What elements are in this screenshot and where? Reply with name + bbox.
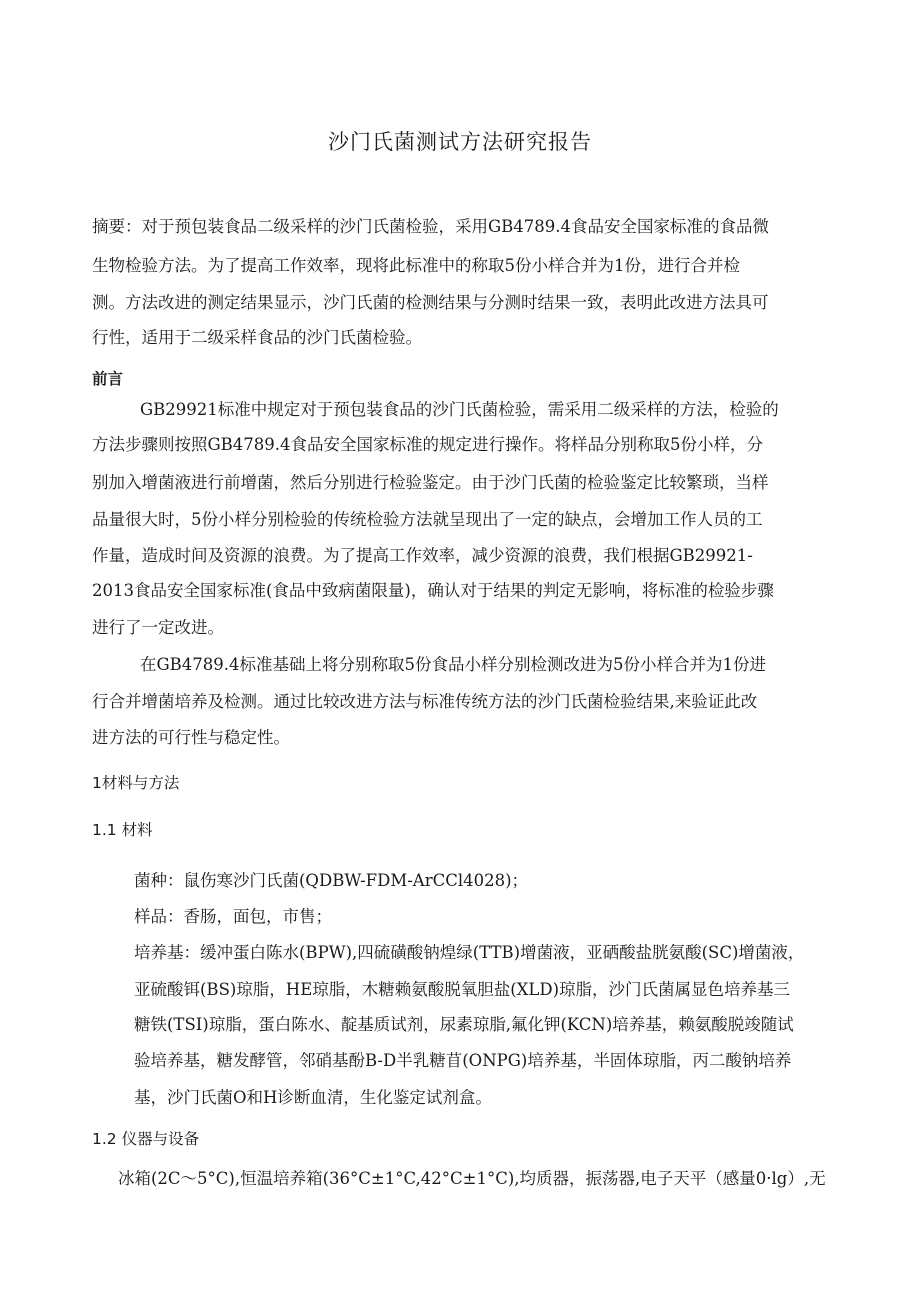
section-heading: 1材料与方法 bbox=[92, 774, 180, 792]
preface-line: 作量，造成时间及资源的浪费。为了提高工作效率，减少资源的浪费，我们根据GB29921- bbox=[92, 546, 753, 565]
abstract-line: 行性，适用于二级采样食品的沙门氏菌检验。 bbox=[92, 328, 422, 347]
preface-line: 行合并增菌培养及检测。通过比较改进方法与标准传统方法的沙门氏菌检验结果,来验证此改 bbox=[92, 692, 758, 711]
preface-line: 2013食品安全国家标准(食品中致病菌限量)，确认对于结果的判定无影响，将标准的检验步骤 bbox=[92, 581, 774, 600]
materials-line: 培养基：缓冲蛋白陈水(BPW),四硫磺酸钠煌绿(TTB)增菌液，亚硒酸盐胱氨酸(SC)增菌液， bbox=[134, 943, 805, 962]
abstract-line: 摘要：对于预包装食品二级采样的沙门氏菌检验，采用GB4789.4食品安全国家标准的食品微 bbox=[92, 217, 770, 236]
subsection-heading: 1.2 仪器与设备 bbox=[92, 1130, 200, 1148]
materials-line: 基，沙门氏菌O和H诊断血清，生化鉴定试剂盒。 bbox=[134, 1088, 492, 1107]
equipment-line: 冰箱(2C～5°C),恒温培养箱(36°C±1°C,42°C±1°C),均质器，振荡器,电子天平（感量0·lg）,无 bbox=[118, 1169, 826, 1188]
materials-line: 样品：香肠，面包，市售； bbox=[134, 907, 332, 926]
preface-line: 进行了一定改进。 bbox=[92, 618, 224, 637]
materials-line: 亚硫酸铒(BS)琼脂，HE琼脂，木糖赖氨酸脱氧胆盐(XLD)琼脂，沙门氏菌属显色培养基三 bbox=[134, 980, 791, 999]
preface-line: 进方法的可行性与稳定性。 bbox=[92, 728, 290, 747]
page-title: 沙门氏菌测试方法研究报告 bbox=[328, 130, 592, 154]
abstract-line: 测。方法改进的测定结果显示，沙门氏菌的检测结果与分测时结果一致，表明此改进方法具可 bbox=[92, 293, 769, 312]
preface-heading: 前言 bbox=[92, 370, 124, 388]
preface-line: 别加入增菌液进行前增菌，然后分别进行检验鉴定。由于沙门氏菌的检验鉴定比较繁琐，当样 bbox=[92, 473, 769, 492]
preface-line: 在GB4789.4标准基础上将分别称取5份食品小样分别检测改进为5份小样合并为1份进 bbox=[140, 655, 767, 674]
preface-line: 方法步骤则按照GB4789.4食品安全国家标准的规定进行操作。将样品分别称取5份小样，分 bbox=[92, 435, 764, 454]
preface-line: GB29921标准中规定对于预包装食品的沙门氏菌检验，需采用二级采样的方法，检验的 bbox=[140, 400, 779, 419]
preface-line: 品量很大时，5份小样分别检验的传统检验方法就呈现出了一定的缺点，会增加工作人员的工 bbox=[92, 510, 763, 529]
abstract-line: 生物检验方法。为了提高工作效率，现将此标准中的称取5份小样合并为1份，进行合并检 bbox=[92, 256, 740, 275]
materials-line: 菌种：鼠伤寒沙门氏菌(QDBW-FDM-ArCCl4028)； bbox=[134, 871, 529, 890]
materials-line: 验培养基，糖发酵管，邻硝基酚B-D半乳糖苜(ONPG)培养基，半固体琼脂，丙二酸钠培养 bbox=[134, 1051, 792, 1070]
subsection-heading: 1.1 材料 bbox=[92, 821, 153, 839]
materials-line: 糖铁(TSI)琼脂，蛋白陈水、靛基质试剂，尿素琼脂,氟化钾(KCN)培养基，赖氨酸脱竣随试 bbox=[134, 1015, 794, 1034]
